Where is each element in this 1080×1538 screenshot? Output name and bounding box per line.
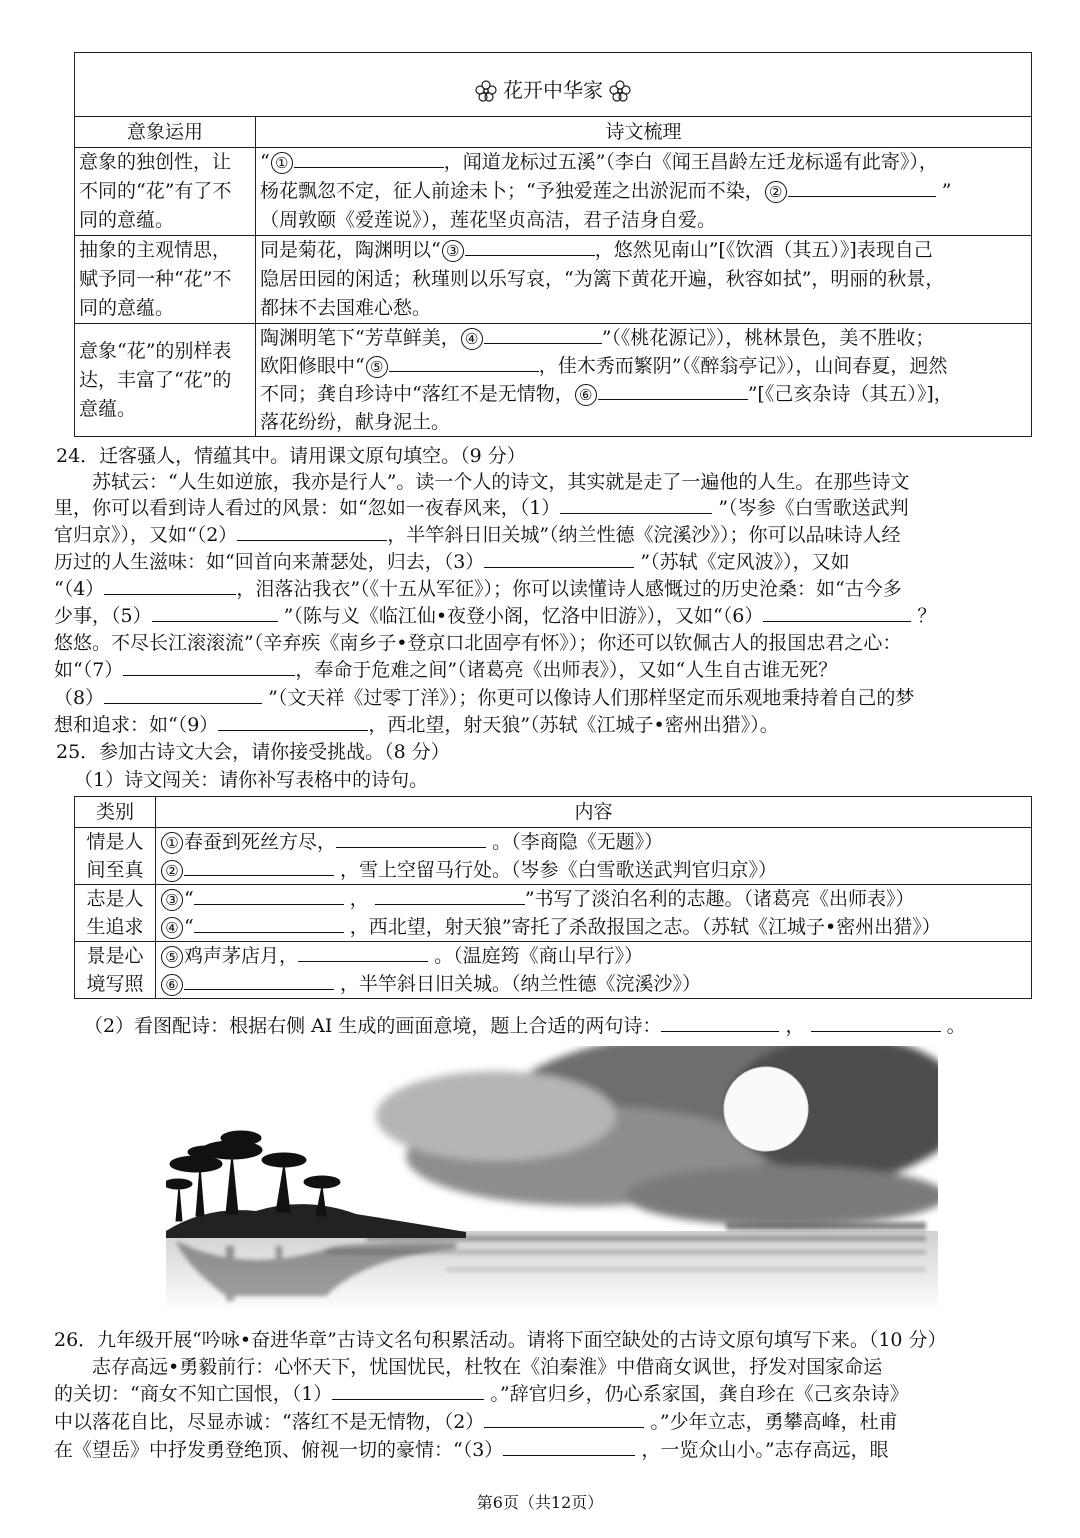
table2-cat1: 情是人 间至真: [75, 828, 156, 885]
q25-heading: 25．参加古诗文大会，请你接受挑战。（8 分）: [56, 741, 450, 763]
flower-icon: [475, 80, 497, 102]
table2-col1-header: 类别: [75, 797, 156, 828]
table1-row2-left: 抽象的主观情思， 赋予同一种“花”不 同的意蕴。: [75, 236, 256, 324]
answer-blank[interactable]: [104, 685, 262, 704]
table1-title: 花开中华家: [503, 77, 603, 102]
q24-line2: 里，你可以看到诗人看过的风景：如“忽如一夜春风来，（1） ”（岑参《白雪歌送武判: [54, 497, 909, 519]
table1-col2-header: 诗文梳理: [256, 117, 1032, 148]
answer-blank[interactable]: [484, 1409, 644, 1428]
q24-line10: 想和追求：如“（9） ，西北望，射天狼”（苏轼《江城子•密州出猎》）。: [54, 714, 779, 736]
answer-blank[interactable]: [184, 857, 334, 876]
answer-blank[interactable]: [298, 943, 428, 962]
answer-blank[interactable]: [332, 1381, 484, 1400]
answer-blank[interactable]: [484, 325, 602, 344]
answer-blank[interactable]: [218, 712, 368, 731]
flower-icon: [609, 80, 631, 102]
answer-blank[interactable]: [237, 522, 387, 541]
q26-line2: 的关切：“商女不知亡国恨，（1） 。”辞官归乡，仍心系家国，龚自珍在《己亥杂诗》: [54, 1383, 909, 1405]
answer-blank[interactable]: [123, 657, 295, 676]
q26-line1: 志存高远•勇毅前行：心怀天下，忧国忧民，杜牧在《泊秦淮》中借商女讽世，抒发对国家命运: [92, 1356, 883, 1378]
circled-number: ⑤: [366, 356, 388, 378]
answer-blank[interactable]: [465, 237, 595, 256]
answer-blank[interactable]: [811, 1013, 941, 1032]
table1-col1-header: 意象运用: [75, 117, 256, 148]
table2-row3: ⑤ 鸡声茅店月， 。（温庭筠《商山早行》） ⑥ ，半竿斜日旧关城。（纳兰性德《浣溪沙》）: [156, 942, 1032, 999]
answer-blank[interactable]: [194, 914, 344, 933]
q25-sub1: （1）诗文闯关：请你补写表格中的诗句。: [74, 769, 429, 791]
circled-number: ④: [461, 328, 483, 350]
answer-blank[interactable]: [484, 549, 634, 568]
answer-blank[interactable]: [152, 603, 278, 622]
q24-line4: 历过的人生滋味：如“回首向来萧瑟处，归去，（3） ”（苏轼《定风波》），又如: [54, 551, 850, 573]
q24-line6: 少事，（5） ”（陈与义《临江仙•夜登小阁，忆洛中旧游》），又如“（6） ？: [54, 605, 937, 627]
table2-col2-header: 内容: [156, 797, 1032, 828]
q24-line5: “（4） ，泪落沾我衣”（《十五从军征》）；你可以读懂诗人感慨过的历史沧桑：如“古今多: [54, 578, 902, 600]
circled-number: ②: [765, 181, 787, 203]
q24-line3: 官归京》），又如“（2） ，半竿斜日旧关城”（纳兰性德《浣溪沙》）；你可以品味诗人经: [54, 524, 901, 546]
table1-row2-right: 同是菊花，陶渊明以“ ③ ，悠然见南山”[《饮酒（其五）》]表现自己 隐居田园的闲适；秋瑾则以乐写哀，“为篱下黄花开遍，秋容如拭”，明丽的秋景， 都抹不去国难心愁。: [256, 236, 1032, 324]
circled-number: ①: [271, 152, 293, 174]
q24-line1: 苏轼云：“人生如逆旅，我亦是行人”。读一个人的诗文，其实就是走了一遍他的人生。在那些诗文: [92, 471, 910, 493]
answer-blank[interactable]: [194, 886, 344, 905]
answer-blank[interactable]: [389, 353, 539, 372]
answer-blank[interactable]: [336, 829, 486, 848]
table2-row2: ③ “ ， ”书写了淡泊名利的志趣。（诸葛亮《出师表》） ④ “ ，西北望，射天狼”寄托了杀敌报国之志。（苏轼《江城子•密州出猎》）: [156, 885, 1032, 942]
answer-blank[interactable]: [560, 495, 712, 514]
answer-blank[interactable]: [788, 178, 936, 197]
poetry-table-1: [74, 52, 1032, 437]
moon: [724, 1067, 808, 1151]
answer-blank[interactable]: [184, 971, 334, 990]
q26-line3: 中以落花自比，尽显赤诚：“落红不是无情物，（2） 。”少年立志，勇攀高峰，杜甫: [54, 1411, 898, 1433]
poetry-table-2: [74, 796, 1032, 999]
table1-row1-right: “ ① ，闻道龙标过五溪”（李白《闻王昌龄左迁龙标遥有此寄》）， 杨花飘忽不定，征人前途未卜；“予独爱莲之出淤泥而不染， ② ” （周敦颐《爱莲说》），莲花坚贞高洁，君子洁身自爱。: [256, 148, 1032, 236]
ink-painting-image: [166, 1046, 938, 1312]
circled-number: ③: [442, 240, 464, 262]
answer-blank[interactable]: [598, 381, 748, 400]
answer-blank[interactable]: [104, 576, 236, 595]
q24-heading: 24．迁客骚人，情蕴其中。请用课文原句填空。（9 分）: [56, 445, 526, 467]
q25-sub2: （2）看图配诗：根据右侧 AI 生成的画面意境，题上合适的两句诗： ， 。: [84, 1015, 966, 1037]
table1-row1-left: 意象的独创性，让 不同的“花”有了不 同的意蕴。: [75, 148, 256, 236]
table1-title-cell: [75, 53, 1032, 117]
answer-blank[interactable]: [294, 149, 444, 168]
q24-line7: 悠悠。不尽长江滚滚流”（辛弃疾《南乡子•登京口北固亭有怀》）；你还可以钦佩古人的报国忠君之心：: [54, 632, 902, 654]
q24-line9: （8） ”（文天祥《过零丁洋》）；你更可以像诗人们那样坚定而乐观地秉持着自己的梦: [54, 687, 915, 709]
table1-row3-right: 陶渊明笔下“芳草鲜美， ④ ”（《桃花源记》），桃林景色，美不胜收； 欧阳修眼中“ ⑤ ，佳木秀而繁阴”（《醉翁亭记》），山间春夏，迥然 不同；龚自珍诗中“落红不是无情物， ⑥ ”[《己亥杂诗（其五）》]， 落花纷纷，献身泥土。: [256, 324, 1032, 437]
answer-blank[interactable]: [503, 1437, 635, 1456]
answer-blank[interactable]: [661, 1013, 779, 1032]
q26-line4: 在《望岳》中抒发勇登绝顶、俯视一切的豪情：“（3） ，一览众山小。”志存高远，眼: [54, 1439, 889, 1461]
answer-blank[interactable]: [763, 603, 911, 622]
table2-cat2: 志是人 生追求: [75, 885, 156, 942]
table1-row3-left: 意象“花”的别样表 达，丰富了“花”的 意蕴。: [75, 324, 256, 437]
page-footer: 第6页（共12页）: [476, 1493, 604, 1512]
q26-heading: 26．九年级开展“吟咏•奋进华章”古诗文名句积累活动。请将下面空缺处的古诗文原句填写下来。（10 分）: [54, 1329, 947, 1351]
circled-number: ⑥: [575, 384, 597, 406]
table2-cat3: 景是心 境写照: [75, 942, 156, 999]
answer-blank[interactable]: [375, 886, 525, 905]
table2-row1: ① 春蚕到死丝方尽， 。（李商隐《无题》） ② ，雪上空留马行处。（岑参《白雪歌送武判官归京》）: [156, 828, 1032, 885]
q24-line8: 如“（7） ，奉命于危难之间”（诸葛亮《出师表》），又如“人生自古谁无死？: [54, 659, 838, 681]
